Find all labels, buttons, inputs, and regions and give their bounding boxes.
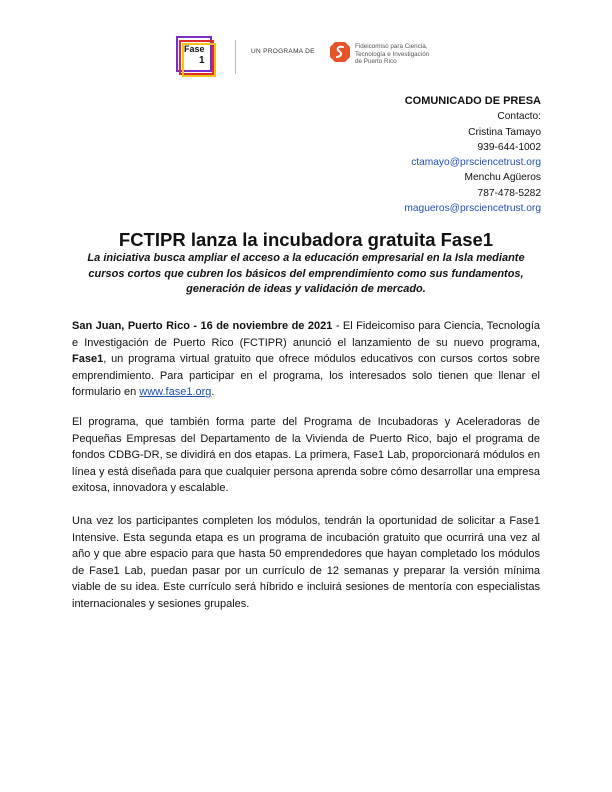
trust-name: Fideicomiso para Ciencia, Tecnología e Investigación de Puerto Rico — [355, 43, 430, 65]
logo-text-one: 1 — [199, 55, 205, 66]
paragraph-2: El programa, que también forma parte del Programa de Incubadoras y Aceleradoras de Pequeñas Empresas del Departamento de la Vivienda de Puerto Rico, bajo el programa de fondos CDBG-DR, se dividirá en dos etapas. La primera, Fase1 Lab, proporcionará módulos en línea y está diseñada para que cualquier persona aprenda sobre cómo desarrollar una empresa exitosa, innovadora y escalable. — [72, 416, 540, 495]
paragraph-1: San Juan, Puerto Rico - 16 de noviembre de 2021 - El Fideicomiso para Ciencia, Tecnología e Investigación de Puerto Rico (FCTIPR) anunció el lanzamiento de su nuevo programa, Fase1, un programa virtual gratuito que ofrece módulos educativos con cursos cortos sobre emprendimiento. Para participar en el programa, los interesados solo tienen que llenar el formulario en www.fase1.org. — [72, 320, 540, 399]
contact-email-1[interactable]: ctamayo@prsciencetrust.org — [411, 157, 541, 169]
paragraph-3: Una vez los participantes completen los módulos, tendrán la oportunidad de solicitar a Fase1 Intensive. Esta segunda etapa es un programa de incubación gratuito que ocurrirá una vez al año y que abre espacio para que hasta 50 emprendedores que hayan completado los módulos de Fase1 Lab, puedan pasar por un currículo de 12 semanas y preparar la versión mínima viable de su idea. Este currículo será híbrido e incluirá sesiones de mentoría con especialistas internacionales y sesiones grupales. — [72, 515, 540, 610]
contact-name-1: Cristina Tamayo — [468, 126, 541, 138]
headline: FCTIPR lanza la incubadora gratuita Fase1 — [118, 229, 494, 250]
programa-label: UN PROGRAMA DE — [251, 48, 315, 55]
contact-block — [404, 94, 541, 216]
trust-logo-icon — [329, 41, 351, 63]
fase1-link[interactable]: www.fase1.org — [139, 386, 212, 399]
dateline: San Juan, Puerto Rico - 16 de noviembre de 2021 — [72, 320, 333, 332]
press-heading: COMUNICADO DE PRESA — [404, 95, 541, 107]
contact-email-2[interactable]: magueros@prsciencetrust.org — [404, 203, 541, 215]
subheadline: La iniciativa busca ampliar el acceso a la educación empresarial en la Isla mediante cursos cortos que cubren los básicos del emprendimiento como sus fundamentos, generación de ideas y validación de mercado. — [87, 252, 525, 295]
fase1-logo — [176, 36, 214, 76]
contact-label: Contacto: — [497, 111, 541, 123]
header-divider — [235, 40, 236, 74]
contact-phone-1: 939-644-1002 — [477, 141, 541, 153]
logo-text-fase: Fase — [184, 44, 205, 54]
program-name: Fase1 — [72, 353, 104, 366]
contact-phone-2: 787-478-5282 — [477, 187, 541, 199]
contact-name-2: Menchu Agüeros — [464, 172, 541, 184]
